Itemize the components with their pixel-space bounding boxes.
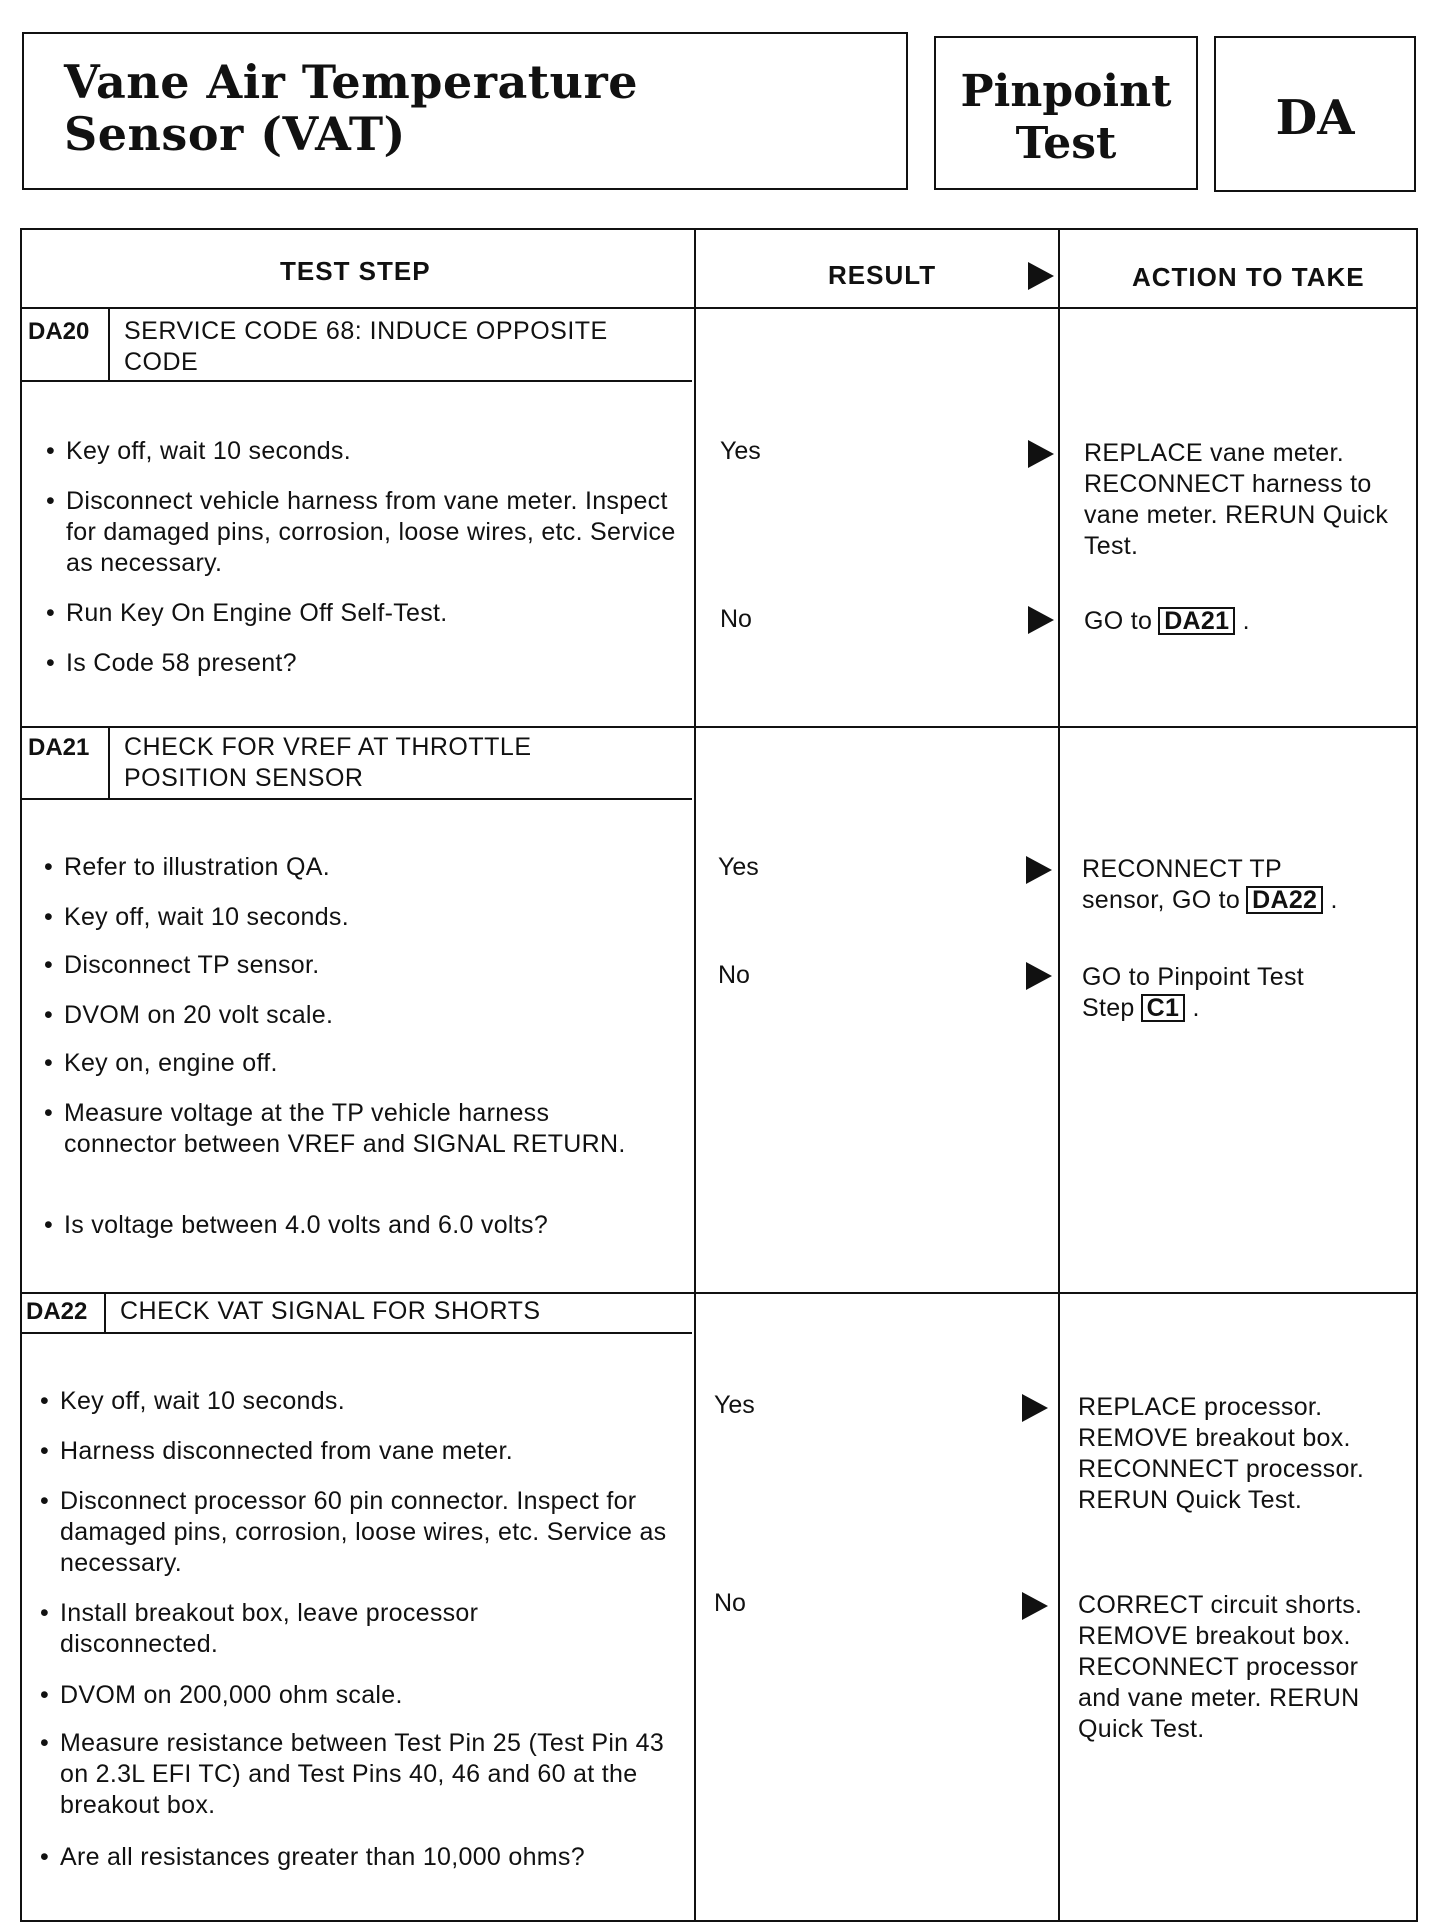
da20-title <box>124 316 608 378</box>
da21-bullet: • Disconnect TP sensor. <box>44 950 684 981</box>
header-row-divider <box>20 307 1418 309</box>
da20-no-arrow-icon <box>1028 606 1054 634</box>
da22-code: DA22 <box>26 1298 88 1325</box>
da21-yes-line-1: RECONNECT TP <box>1082 855 1282 883</box>
c1-step-link[interactable]: C1 <box>1141 994 1186 1022</box>
test-label: Test <box>1015 118 1117 169</box>
da21-step-link[interactable]: DA21 <box>1158 607 1235 635</box>
pinpoint-box <box>934 36 1198 190</box>
da22-bullet: • Harness disconnected from vane meter. <box>40 1436 680 1467</box>
da20-no-suffix: . <box>1242 607 1250 635</box>
da22-bullet: • Key off, wait 10 seconds. <box>40 1386 680 1417</box>
da21-yes-arrow-icon <box>1026 856 1052 884</box>
da20-title-bottom <box>20 380 692 382</box>
header-result: RESULT <box>828 260 937 290</box>
da20-result-no: No <box>720 605 752 633</box>
da21-no-arrow-icon <box>1026 962 1052 990</box>
header-arrow-icon <box>1028 262 1054 290</box>
da22-result-yes: Yes <box>714 1391 755 1419</box>
title-line-1: Vane Air Temperature <box>64 55 638 109</box>
header-action: ACTION TO TAKE <box>1132 262 1365 292</box>
da20-yes-arrow-icon <box>1028 440 1054 468</box>
da22-bullet: • Disconnect processor 60 pin connector. Inspect for damaged pins, corrosion, loose wires, etc. Service as necessary. <box>40 1486 680 1579</box>
da22-title-line-1: CHECK VAT SIGNAL FOR SHORTS <box>120 1297 541 1325</box>
da21-code: DA21 <box>28 734 90 761</box>
da20-bullet: • Key off, wait 10 seconds. <box>46 436 686 467</box>
da22-step-link[interactable]: DA22 <box>1246 886 1323 914</box>
da20-action-no <box>1084 606 1250 637</box>
da22-code-divider <box>104 1294 106 1332</box>
da22-action-no: CORRECT circuit shorts. REMOVE breakout box. RECONNECT processor and vane meter. RERUN Quick Test. <box>1078 1591 1363 1743</box>
header-test-step: TEST STEP <box>280 256 431 286</box>
page-title <box>64 56 638 160</box>
da21-title <box>124 732 532 794</box>
da21-action-yes <box>1082 854 1402 916</box>
da21-bullet: • Key off, wait 10 seconds. <box>44 902 684 933</box>
row-divider-2 <box>20 1292 1418 1294</box>
da20-no-prefix: GO to <box>1084 607 1153 635</box>
da21-yes-prefix: sensor, GO to <box>1082 886 1241 914</box>
da21-bullet: • Key on, engine off. <box>44 1048 684 1079</box>
da21-bullet: • Is voltage between 4.0 volts and 6.0 volts? <box>44 1210 684 1241</box>
da22-bullet: • Install breakout box, leave processor disconnected. <box>40 1598 600 1660</box>
da21-no-prefix: Step <box>1082 994 1135 1022</box>
da20-action-yes: REPLACE vane meter. RECONNECT harness to vane meter. RERUN Quick Test. <box>1084 439 1389 560</box>
da21-bullet: • Measure voltage at the TP vehicle harness connector between VREF and SIGNAL RETURN. <box>44 1098 644 1160</box>
title-box <box>22 32 908 190</box>
da20-bullet: • Is Code 58 present? <box>46 648 686 679</box>
da20-bullet: • Disconnect vehicle harness from vane meter. Inspect for damaged pins, corrosion, loose wires, etc. Service as necessary. <box>46 486 686 579</box>
da22-title <box>120 1296 541 1327</box>
da21-no-line-1: GO to Pinpoint Test <box>1082 963 1305 991</box>
section-code: DA <box>1275 90 1355 146</box>
da22-result-no: No <box>714 1589 746 1617</box>
da21-result-yes: Yes <box>718 853 759 881</box>
da21-code-divider <box>108 728 110 798</box>
da21-title-line-1: CHECK FOR VREF AT THROTTLE <box>124 733 532 761</box>
da21-no-suffix: . <box>1192 994 1200 1022</box>
da21-result-no: No <box>718 961 750 989</box>
da22-action-yes: REPLACE processor. REMOVE breakout box. RECONNECT processor. RERUN Quick Test. <box>1078 1393 1365 1514</box>
col-divider-1 <box>694 228 696 1922</box>
da20-title-line-2: CODE <box>124 348 199 376</box>
da22-bullet: • Are all resistances greater than 10,000 ohms? <box>40 1842 600 1873</box>
da21-bullet: • Refer to illustration QA. <box>44 852 684 883</box>
da21-action-no <box>1082 962 1402 1024</box>
col-divider-2 <box>1058 228 1060 1922</box>
da22-bullet: • DVOM on 200,000 ohm scale. <box>40 1680 680 1711</box>
da20-bullet: • Run Key On Engine Off Self-Test. <box>46 598 686 629</box>
row-divider-1 <box>20 726 1418 728</box>
da21-yes-suffix: . <box>1330 886 1338 914</box>
da22-bullet: • Measure resistance between Test Pin 25 (Test Pin 43 on 2.3L EFI TC) and Test Pins 40, 46 and 60 at the breakout box. <box>40 1728 680 1821</box>
da22-title-bottom <box>20 1332 692 1334</box>
title-line-2: Sensor (VAT) <box>64 107 406 161</box>
da20-result-yes: Yes <box>720 437 761 465</box>
da20-code-divider <box>108 309 110 380</box>
da21-title-line-2: POSITION SENSOR <box>124 764 364 792</box>
da20-code: DA20 <box>28 318 90 345</box>
da20-title-line-1: SERVICE CODE 68: INDUCE OPPOSITE <box>124 317 608 345</box>
pinpoint-label: Pinpoint <box>960 66 1172 117</box>
da21-bullet: • DVOM on 20 volt scale. <box>44 1000 684 1031</box>
da22-yes-arrow-icon <box>1022 1394 1048 1422</box>
section-code-box <box>1214 36 1416 192</box>
da21-title-bottom <box>20 798 692 800</box>
da22-no-arrow-icon <box>1022 1592 1048 1620</box>
